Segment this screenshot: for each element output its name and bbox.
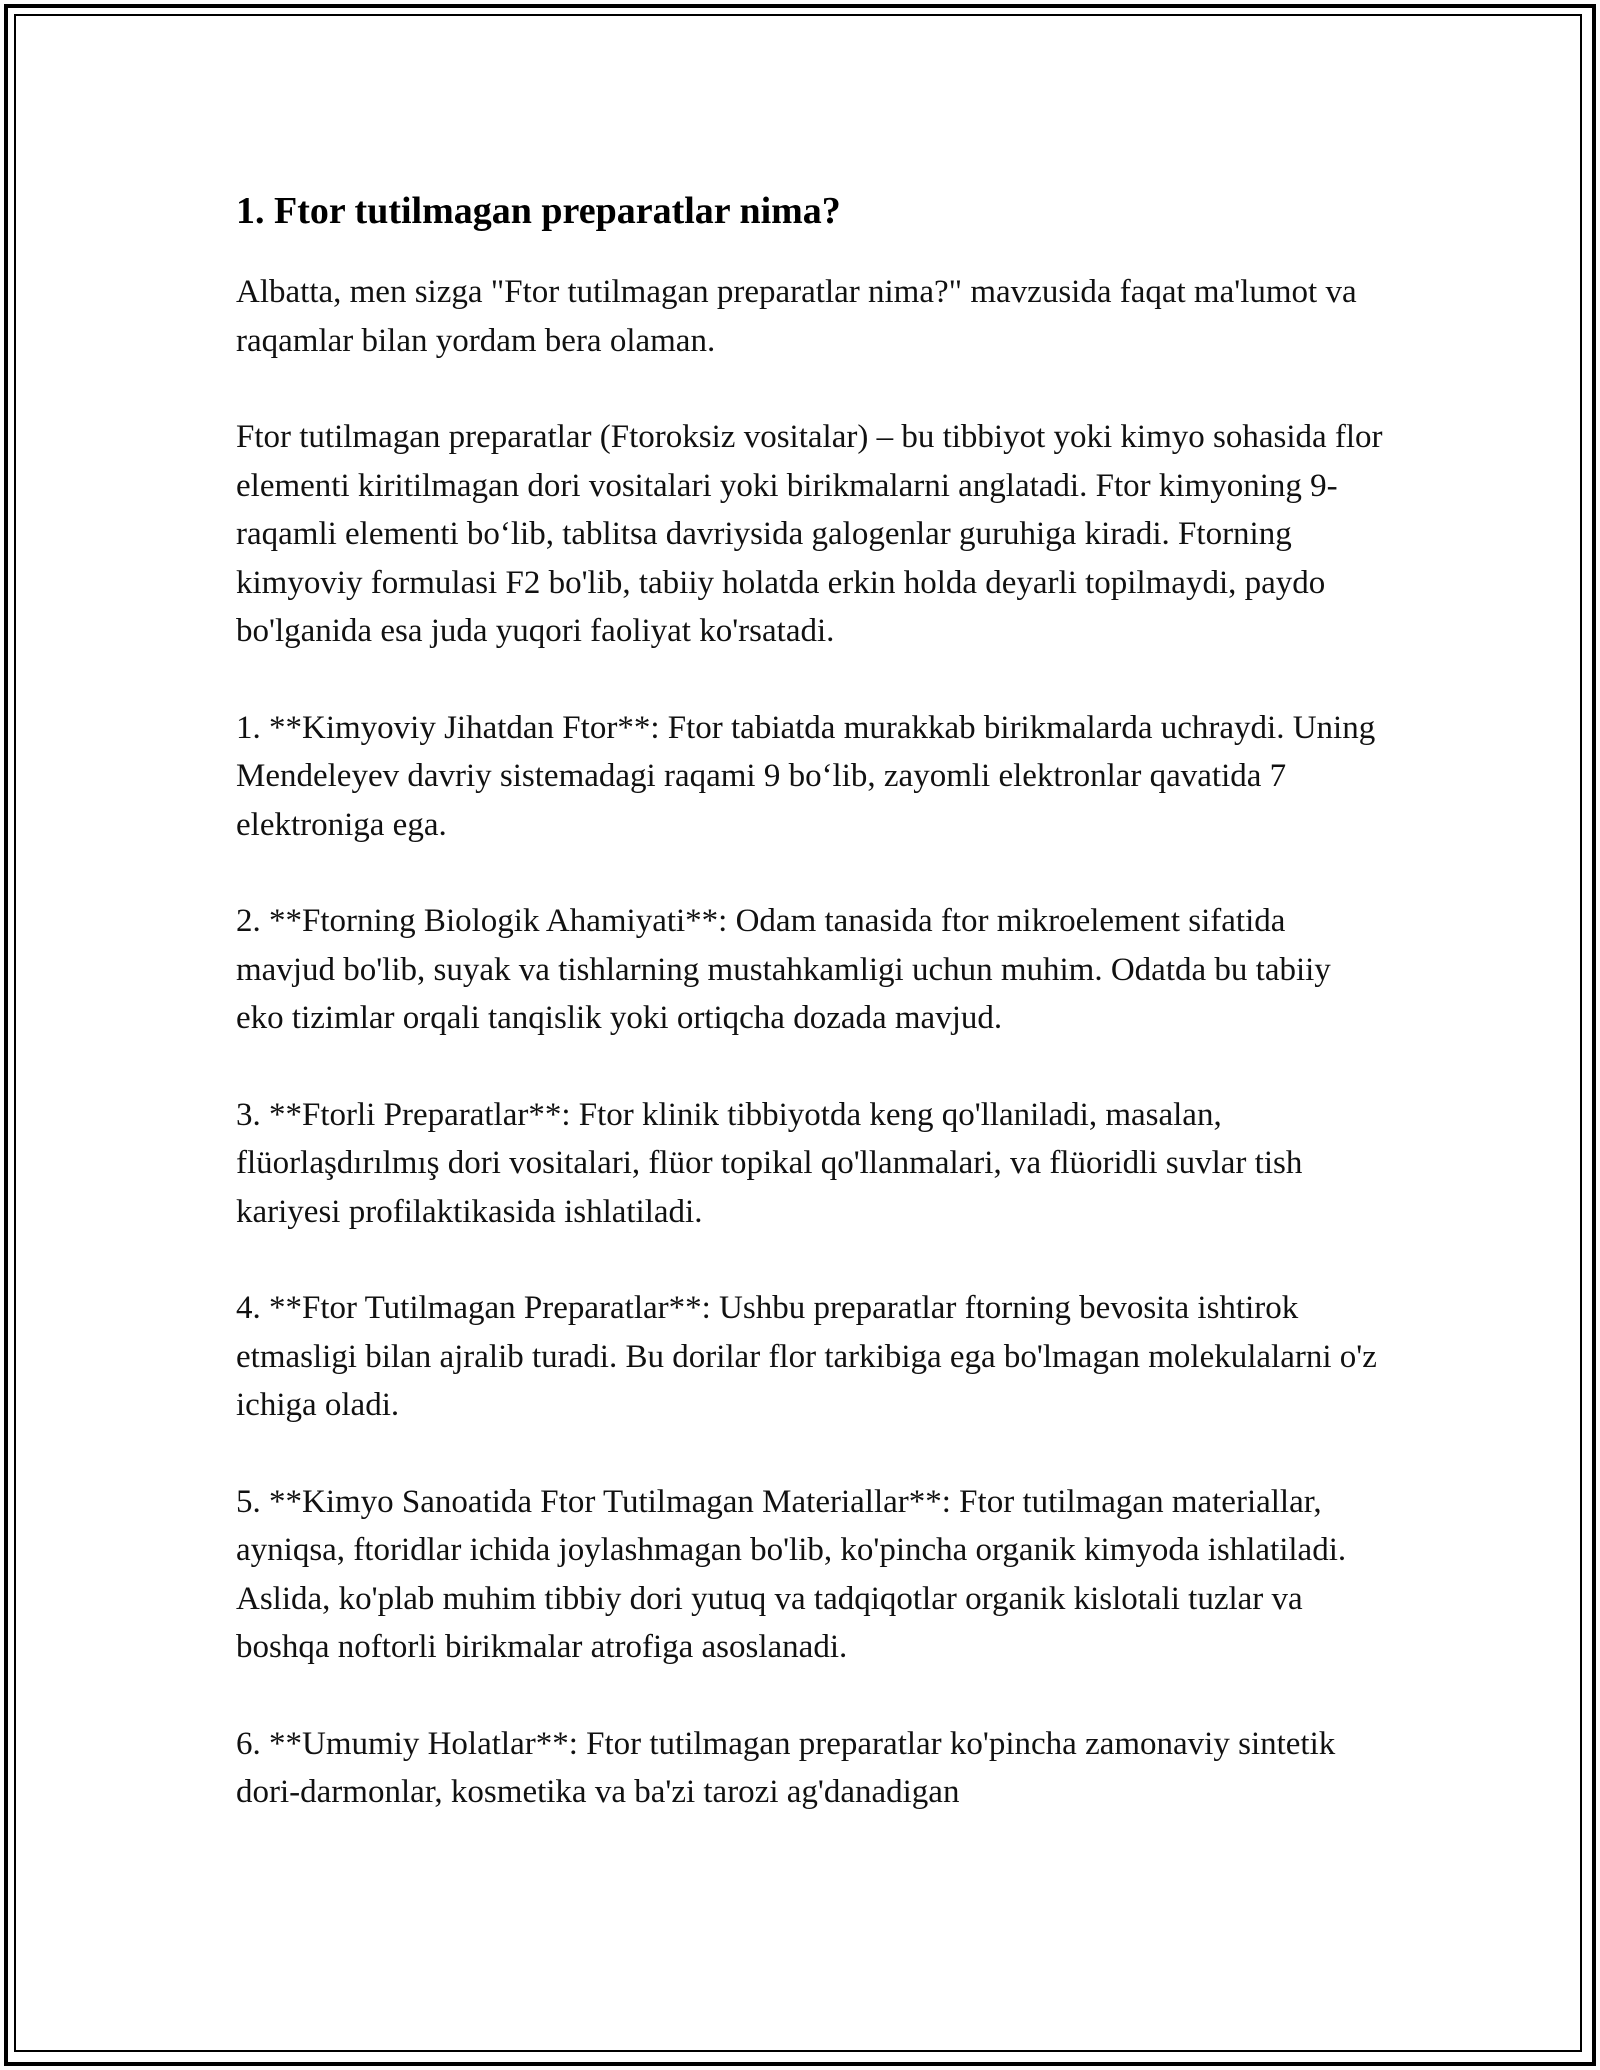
document-body	[236, 186, 1386, 1865]
paragraph-intro: Albatta, men sizga "Ftor tutilmagan preparatlar nima?" mavzusida faqat ma'lumot va raqamlar bilan yordam bera olaman.	[236, 274, 1357, 359]
list-item-3: 3. **Ftorli Preparatlar**: Ftor klinik tibbiyotda keng qo'llaniladi, masalan, flüorlaşdırılmış dori vositalari, flüor topikal qo'llanmalari, va flüoridli suvlar tish kariyesi profilaktikasida ishlatiladi.	[236, 1096, 1303, 1230]
list-item-2: 2. **Ftorning Biologik Ahamiyati**: Odam tanasida ftor mikroelement sifatida mavjud bo'lib, suyak va tishlarning mustahkamligi uchun muhim. Odatda bu tabiiy eko tizimlar orqali tanqislik yoki ortiqcha dozada mavjud.	[236, 903, 1331, 1036]
list-item-4: 4. **Ftor Tutilmagan Preparatlar**: Ushbu preparatlar ftorning bevosita ishtirok etmasligi bilan ajralib turadi. Bu dorilar flor tarkibiga ega bo'lmagan molekulalarni o'z ichiga oladi.	[236, 1290, 1377, 1423]
list-item-6: 6. **Umumiy Holatlar**: Ftor tutilmagan preparatlar ko'pincha zamonaviy sintetik dori-darmonlar, kosmetika va ba'zi tarozi ag'danadigan	[236, 1725, 1336, 1810]
list-item-1: 1. **Kimyoviy Jihatdan Ftor**: Ftor tabiatda murakkab birikmalarda uchraydi. Uning Mendeleyev davriy sistemadagi raqami 9 bo‘lib, zayomli elektronlar qavatida 7 elektroniga ega.	[236, 709, 1376, 843]
paragraph-definition: Ftor tutilmagan preparatlar (Ftoroksiz vositalar) – bu tibbiyot yoki kimyo sohasida flor elementi kiritilmagan dori vositalari yoki birikmalarni anglatadi. Ftor kimyoning 9-raqamli elementi bo‘lib, tablitsa davriysida galogenlar guruhiga kiradi. Ftorning kimyoviy formulasi F2 bo'lib, tabiiy holatda erkin holda deyarli topilmaydi, paydo bo'lganida esa juda yuqori faoliyat ko'rsatadi.	[236, 419, 1383, 649]
list-item-5: 5. **Kimyo Sanoatida Ftor Tutilmagan Materiallar**: Ftor tutilmagan materiallar, ayniqsa, ftoridlar ichida joylashmagan bo'lib, ko'pincha organik kimyoda ishlatiladi. Aslida, ko'plab muhim tibbiy dori yutuq va tadqiqotlar organik kislotali tuzlar va boshqa noftorli birikmalar atrofiga asoslanadi.	[236, 1483, 1347, 1665]
page-title: 1. Ftor tutilmagan preparatlar nima?	[236, 190, 841, 232]
